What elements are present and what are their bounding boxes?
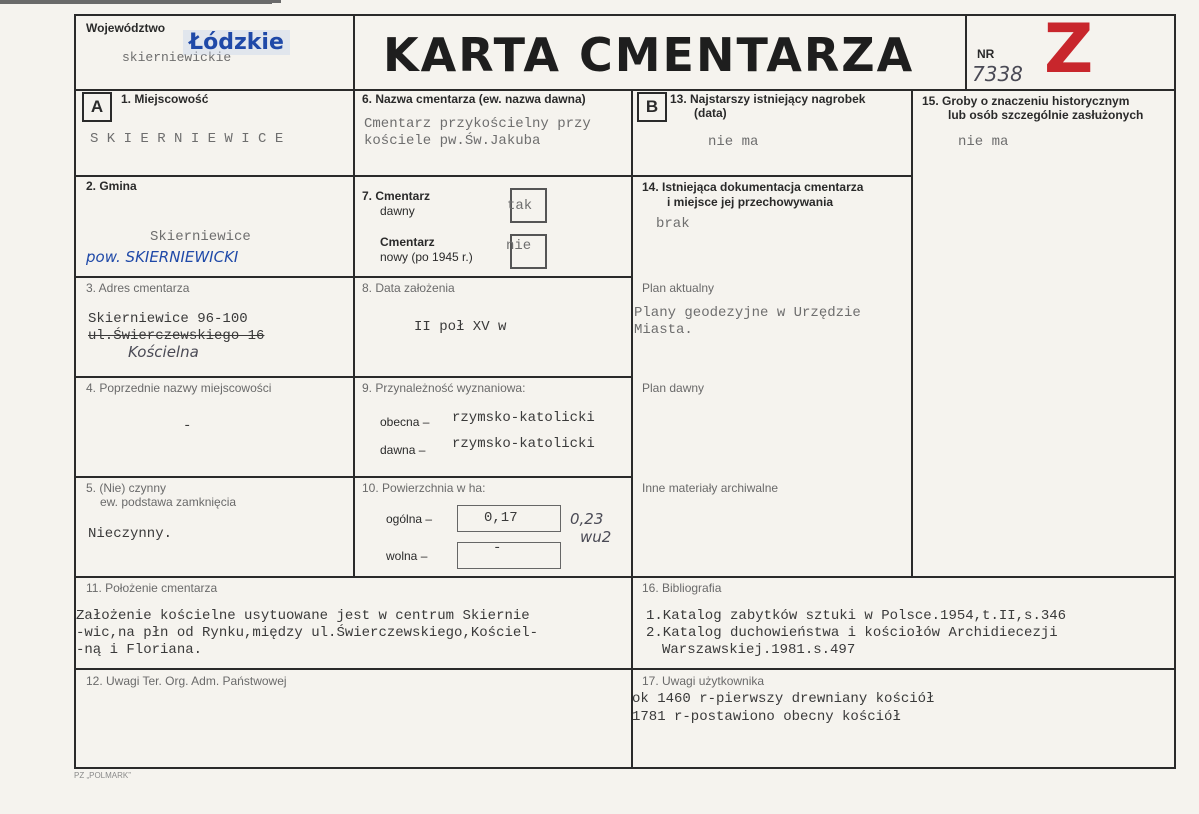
field-14-label-2: i miejsce jej przechowywania: [667, 195, 834, 209]
field-8-value: II poł XV w: [414, 319, 507, 335]
field-15-label-2: lub osób szczególnie zasłużonych: [948, 108, 1144, 122]
field-13-label-1: 13. Najstarszy istniejący nagrobek: [670, 92, 866, 106]
field-11-line3: -ną i Floriana.: [76, 642, 203, 658]
field-9-label: 9. Przynależność wyznaniowa:: [362, 381, 526, 395]
plan-aktualny-label: Plan aktualny: [642, 281, 715, 295]
field-10-pencil-2: wu2: [580, 528, 612, 546]
nr-value: 7338: [972, 62, 1023, 86]
divider-row3: [74, 376, 632, 378]
field-5-label-1: 5. (Nie) czynny: [86, 481, 167, 495]
wojewodztwo-label: Województwo: [86, 21, 166, 35]
field-9-obecna-value: rzymsko-katolicki: [452, 410, 595, 426]
field-10-wolna-box: [457, 542, 561, 569]
nr-letter: Z: [1044, 10, 1094, 89]
field-13-value: nie ma: [708, 134, 759, 150]
field-7-label-dawny-2: dawny: [380, 204, 415, 218]
field-13-label-2: (data): [694, 106, 727, 120]
field-11-label: 11. Położenie cmentarza: [86, 581, 218, 595]
field-3-line1: Skierniewice 96-100: [88, 311, 248, 327]
divider-nr: [965, 14, 967, 90]
field-1-label: 1. Miejscowość: [121, 92, 209, 106]
field-16-line3: Warszawskiej.1981.s.497: [662, 642, 856, 658]
field-2-label: 2. Gmina: [86, 179, 137, 193]
divider-col2: [631, 89, 633, 767]
frame-right: [1174, 14, 1176, 768]
field-5-label-2: ew. podstawa zamknięcia: [100, 495, 237, 509]
field-12-label: 12. Uwagi Ter. Org. Adm. Państwowej: [86, 674, 287, 688]
field-10-ogolna-value: 0,17: [484, 510, 518, 526]
field-3-handwritten: Kościelna: [128, 343, 199, 361]
section-a-marker: A: [82, 92, 112, 122]
printer-mark: PZ „POLMARK”: [74, 771, 131, 780]
plan-dawny-label: Plan dawny: [642, 381, 705, 395]
field-7-label-nowy-2: nowy (po 1945 r.): [380, 250, 473, 264]
field-9-dawna-value: rzymsko-katolicki: [452, 436, 595, 452]
divider-row4: [74, 476, 632, 478]
field-16-label: 16. Bibliografia: [642, 581, 722, 595]
field-4-label: 4. Poprzednie nazwy miejscowości: [86, 381, 272, 395]
field-10-ogolna-label: ogólna –: [386, 512, 433, 526]
field-8-label: 8. Data założenia: [362, 281, 455, 295]
field-14-label-1: 14. Istniejąca dokumentacja cmentarza: [642, 180, 864, 194]
plan-aktualny-line1: Plany geodezyjne w Urzędzie: [634, 305, 861, 321]
plan-aktualny-line2: Miasta.: [634, 322, 693, 338]
inne-materialy-label: Inne materiały archiwalne: [642, 481, 779, 495]
divider-header: [74, 89, 1176, 91]
field-15-label-1: 15. Groby o znaczeniu historycznym: [922, 94, 1130, 108]
field-11-line2: -wic,na płn od Rynku,między ul.Świerczewskiego,Kościel-: [76, 625, 539, 641]
field-11-line1: Założenie kościelne usytuowane jest w centrum Skiernie: [76, 608, 530, 624]
field-10-wolna-label: wolna –: [386, 549, 428, 563]
field-7-nowy-value: nie: [506, 238, 532, 254]
nr-label: NR: [977, 47, 995, 61]
field-10-label: 10. Powierzchnia w ha:: [362, 481, 486, 495]
field-7-label-dawny-1: 7. Cmentarz: [362, 189, 431, 203]
field-17-line1: ok 1460 r-pierwszy drewniany kościół: [632, 691, 935, 707]
field-14-value: brak: [656, 216, 690, 232]
field-4-value: -: [183, 418, 192, 434]
field-3-label: 3. Adres cmentarza: [86, 281, 190, 295]
divider-col3: [911, 89, 913, 577]
field-2-handwritten: pow. SKIERNIEWICKI: [86, 248, 239, 266]
page-title: KARTA CMENTARZA: [383, 28, 915, 82]
field-15-value: nie ma: [958, 134, 1009, 150]
field-5-value: Nieczynny.: [88, 526, 173, 542]
divider-b1: [631, 175, 912, 177]
field-3-line2: ul.Świerczewskiego 16: [88, 328, 265, 344]
field-6-label: 6. Nazwa cmentarza (ew. nazwa dawna): [362, 92, 586, 106]
divider-row1: [74, 175, 632, 177]
wojewodztwo-stamp: Łódzkie: [183, 30, 290, 55]
field-9-obecna-label: obecna –: [380, 415, 430, 429]
divider-row5: [74, 576, 1176, 578]
frame-top: [74, 14, 1176, 16]
field-16-line1: 1.Katalog zabytków sztuki w Polsce.1954,t.II,s.346: [646, 608, 1067, 624]
section-b-marker: B: [637, 92, 667, 122]
field-16-line2: 2.Katalog duchowieństwa i kościołów Archidiecezji: [646, 625, 1058, 641]
field-2-value: Skierniewice: [150, 229, 251, 245]
field-7-label-nowy-1: Cmentarz: [380, 235, 435, 249]
divider-col1: [353, 14, 355, 576]
field-17-line2: 1781 r-postawiono obecny kościół: [632, 709, 901, 725]
field-7-dawny-value: tak: [507, 198, 533, 214]
field-10-pencil-1: 0,23: [570, 510, 604, 528]
divider-row6: [74, 668, 1176, 670]
divider-row2: [74, 276, 632, 278]
field-17-label: 17. Uwagi użytkownika: [642, 674, 765, 688]
field-1-value: S K I E R N I E W I C E: [90, 131, 284, 147]
field-6-line1: Cmentarz przykościelny przy: [364, 116, 591, 132]
frame-bottom: [74, 767, 1176, 769]
wojewodztwo-typed: skierniewickie: [122, 50, 232, 65]
field-10-wolna-value: -: [493, 540, 502, 556]
field-9-dawna-label: dawna –: [380, 443, 426, 457]
field-6-line2: kościele pw.Św.Jakuba: [364, 133, 541, 149]
gmina-underline: [0, 3, 272, 4]
